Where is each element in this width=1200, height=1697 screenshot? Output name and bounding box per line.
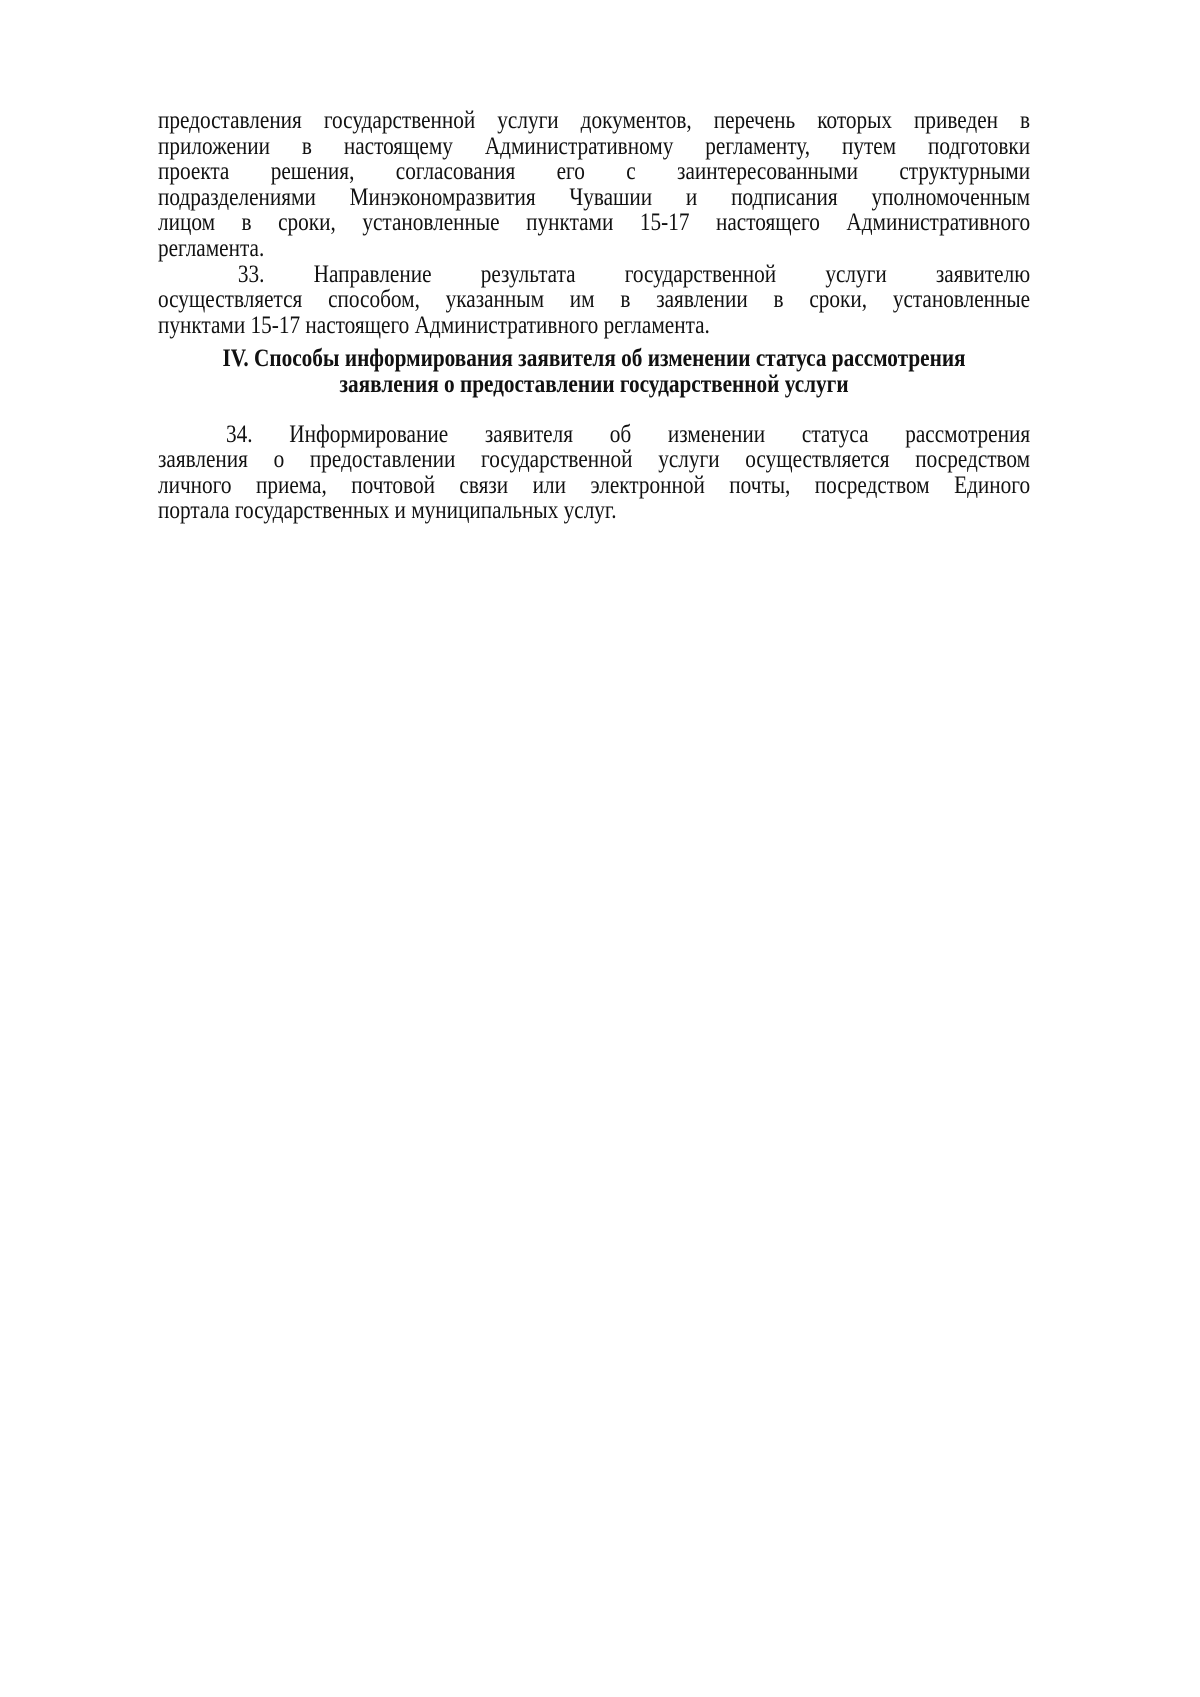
paragraph-34 xyxy=(158,422,1030,524)
text-line: предоставления государственной услуги документов, перечень которых приведен в xyxy=(158,107,1031,134)
text-line: регламента. xyxy=(158,234,265,262)
text-line: 34. Информирование заявителя об изменении статуса рассмотрения xyxy=(226,420,1031,448)
text-line: портала государственных и муниципальных услуг. xyxy=(158,497,617,525)
document-page xyxy=(158,108,1030,524)
text-line: заявления о предоставлении государственной услуги осуществляется посредством xyxy=(158,446,1031,474)
text-line: 33. Направление результата государственной услуги заявителю xyxy=(237,260,1031,288)
text-line: личного приема, почтовой связи или электронной почты, посредством Единого xyxy=(158,471,1031,499)
paragraph-33 xyxy=(158,262,1030,339)
heading-line: IV. Способы информирования заявителя об изменении статуса рассмотрения xyxy=(222,345,966,373)
text-line: приложении в настоящему Административному регламенту, путем подготовки xyxy=(158,132,1031,160)
text-line: лицом в сроки, установленные пунктами 15-17 настоящего Административного xyxy=(158,209,1031,237)
text-line: пунктами 15-17 настоящего Административного регламента. xyxy=(158,311,710,339)
paragraph-32-continuation xyxy=(158,108,1030,262)
heading-line: заявления о предоставлении государственной услуги xyxy=(339,370,849,398)
section-heading xyxy=(158,346,1030,397)
text-line: осуществляется способом, указанным им в заявлении в сроки, установленные xyxy=(158,286,1031,314)
text-line: подразделениями Минэкономразвития Чувашии и подписания уполномоченным xyxy=(158,183,1031,211)
text-line: проекта решения, согласования его с заинтересованными структурными xyxy=(158,158,1031,186)
